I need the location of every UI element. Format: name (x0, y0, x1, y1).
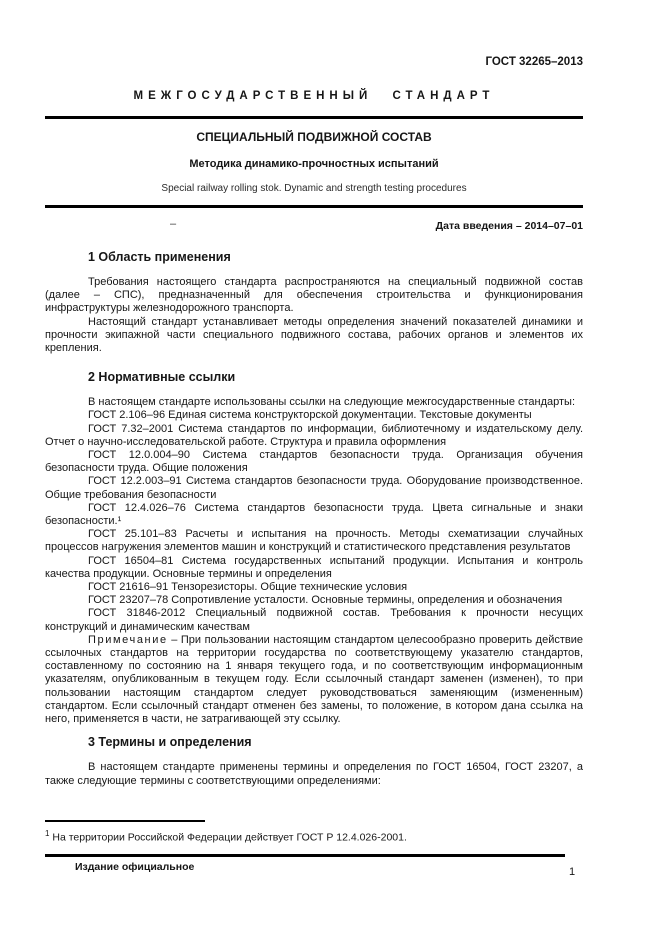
reference-item: ГОСТ 2.106–96 Единая система конструкторской документации. Текстовые документы (88, 409, 532, 422)
page-number: 1 (569, 866, 576, 878)
normative-references-list (45, 409, 583, 633)
section-2-intro: В настоящем стандарте использованы ссылки на следующие межгосударственные стандарты: (88, 396, 576, 409)
header-rule-bottom (45, 205, 583, 208)
section-1-heading: 1 Область применения (88, 250, 231, 264)
section-1-paragraph: Требования настоящего стандарта распространяются на специальный подвижной состав (далее – СПС), предназначенный для обеспечения строительства и функционирования инфраструктуры железнодорожного транспорта. (45, 276, 583, 315)
stray-dash-mark: – (170, 218, 177, 230)
document-title-english: Special railway rolling stok. Dynamic and strength testing procedures (161, 183, 467, 194)
footnote-divider-rule (45, 820, 205, 822)
document-title: СПЕЦИАЛЬНЫЙ ПОДВИЖНОЙ СОСТАВ (196, 130, 432, 144)
footnote-text: На территории Российской Федерации действует ГОСТ Р 12.4.026-2001. (49, 831, 407, 844)
reference-item: ГОСТ 25.101–83 Расчеты и испытания на прочность. Методы схематизации случайных процессов нагружения элементов машин и конструкций и статистического представления результатов (45, 528, 583, 554)
reference-item: ГОСТ 21616–91 Тензорезисторы. Общие технические условия (88, 581, 408, 594)
standard-number: ГОСТ 32265–2013 (485, 56, 583, 68)
section-3-paragraph: В настоящем стандарте применены термины и определения по ГОСТ 16504, ГОСТ 23207, а также следующие термины с соответствующими определениями: (45, 761, 583, 787)
reference-item: ГОСТ 31846-2012 Специальный подвижной состав. Требования к прочности несущих конструкций и динамическим качествам (45, 607, 583, 633)
note-label: Примечание (88, 633, 168, 646)
page-content (45, 55, 583, 788)
effective-date: Дата введения – 2014–07–01 (435, 220, 583, 232)
note-paragraph (45, 634, 583, 726)
note-text: – При пользовании настоящим стандартом целесообразно проверить действие ссылочных стандартов на территории государства по соответствующему указателю стандартов, составленному по состоянию на 1 января текущего года, и по соответствующим информационным указателям, опубликованным в текущем году. Если ссылочный стандарт заменен (изменен), то при пользовании настоящим стандартом следует руководствоваться заменяющим (измененным) стандартом. Если ссылочный стандарт отменен без замены, то положение, в котором дана ссылка на него, применяется в части, не затрагивающей эту ссылку. (45, 633, 583, 726)
footnote-marker: 1 (45, 829, 50, 838)
section-3-heading: 3 Термины и определения (88, 735, 252, 750)
reference-item: ГОСТ 12.2.003–91 Система стандартов безопасности труда. Оборудование производственное. Общие требования безопасности (45, 475, 583, 501)
official-edition-label: Издание официальное (75, 861, 195, 873)
reference-item: ГОСТ 12.4.026–76 Система стандартов безопасности труда. Цвета сигнальные и знаки безопасности.¹ (45, 501, 583, 528)
reference-item: ГОСТ 23207–78 Сопротивление усталости. Основные термины, определения и обозначения (88, 594, 563, 607)
document-subtitle: Методика динамико-прочностных испытаний (189, 158, 439, 170)
effective-date-row (45, 220, 583, 233)
section-2-heading: 2 Нормативные ссылки (88, 370, 236, 385)
standard-type-heading: МЕЖГОСУДАРСТВЕННЫЙ СТАНДАРТ (133, 90, 495, 102)
footnote (45, 827, 583, 845)
reference-item: ГОСТ 7.32–2001 Система стандартов по информации, библиотечному и издательскому делу. Отчет о научно-исследовательской работе. Структура и правила оформления (45, 422, 583, 448)
section-1-paragraph: Настоящий стандарт устанавливает методы определения значений показателей динамики и прочности экипажной части специального подвижного состава, рабочих органов и элементов их крепления. (45, 315, 583, 355)
reference-item: ГОСТ 16504–81 Система государственных испытаний продукции. Испытания и контроль качества продукции. Основные термины и определения (45, 554, 583, 580)
footer-rule (45, 854, 565, 857)
reference-item: ГОСТ 12.0.004–90 Система стандартов безопасности труда. Организация обучения безопасности труда. Общие положения (45, 449, 583, 475)
header-rule-top (45, 116, 583, 119)
